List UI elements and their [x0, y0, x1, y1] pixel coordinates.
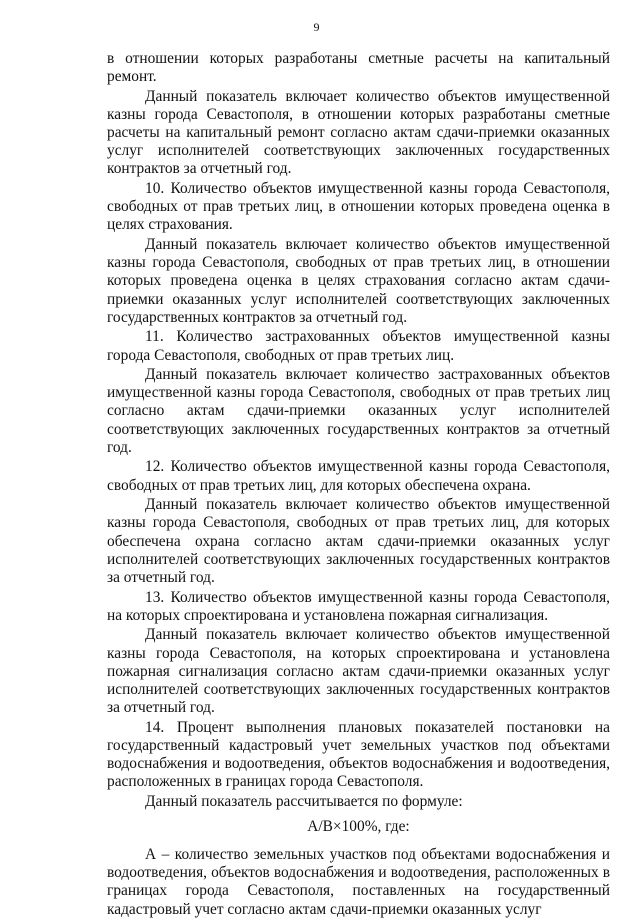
paragraph-indicator-10-description: Данный показатель включает количество объектов имущественной казны города Севастополя, свободных от прав третьих лиц, в отношении которых проведена оценка в целях страхования согласно актам сдачи-приемки оказанных услуг исполнителей соответствующих заключенных государственных контрактов за отчетный год.: [107, 236, 610, 326]
paragraph-indicator-12-title: 12. Количество объектов имущественной казны города Севастополя, свободных от прав третьих лиц, для которых обеспечена охрана.: [107, 458, 610, 494]
document-body: [107, 50, 610, 920]
paragraph-indicator-11-title: 11. Количество застрахованных объектов имущественной казны города Севастополя, свободных от прав третьих лиц.: [107, 328, 610, 364]
paragraph-indicator-13-title: 13. Количество объектов имущественной казны города Севастополя, на которых спроектирована и установлена пожарная сигнализация.: [107, 588, 610, 624]
paragraph-indicator-14-title: 14. Процент выполнения плановых показателей постановки на государственный кадастровый учет земельных участков под объектами водоснабжения и водоотведения, объектов водоснабжения и водоотведения, расположенных в границах города Севастополя.: [107, 718, 610, 791]
page-number: 9: [313, 20, 320, 34]
paragraph-indicator-10-title: 10. Количество объектов имущественной казны города Севастополя, свободных от прав третьих лиц, в отношении которых проведена оценка в целях страхования.: [107, 180, 610, 234]
paragraph-indicator-11-description: Данный показатель включает количество застрахованных объектов имущественной казны города Севастополя, свободных от прав третьих лиц согласно актам сдачи-приемки оказанных услуг исполнителей соответствующих заключенных государственных контрактов за отчетный год.: [107, 366, 610, 456]
paragraph-formula-intro: Данный показатель рассчитывается по формуле:: [145, 792, 463, 810]
paragraph-indicator-12-description: Данный показатель включает количество объектов имущественной казны города Севастополя, свободных от прав третьих лиц, для которых обеспечена охрана согласно актам сдачи-приемки оказанных услуг исполнителей соответствующих заключенных государственных контрактов за отчетный год.: [107, 496, 610, 586]
paragraph-indicator-9-description: Данный показатель включает количество объектов имущественной казны города Севастополя, в отношении которых разработаны сметные расчеты на капитальный ремонт согласно актам сдачи-приемки оказанных услуг исполнителей соответствующих заключенных государственных контрактов за отчетный год.: [107, 87, 610, 178]
paragraph-indicator-13-description: Данный показатель включает количество объектов имущественной казны города Севастополя, на которых спроектирована и установлена пожарная сигнализация согласно актам сдачи-приемки оказанных услуг исполнителей соответствующих заключенных государственных контрактов за отчетный год.: [107, 626, 610, 716]
paragraph-continuation: в отношении которых разработаны сметные расчеты на капитальный ремонт.: [107, 50, 610, 86]
formula: A/B×100%, где:: [307, 817, 410, 835]
paragraph-definition-a: А – количество земельных участков под объектами водоснабжения и водоотведения, объектов водоснабжения и водоотведения, расположенных в границах города Севастополя, поставленных на государственный кадастровый учет согласно актам сдачи-приемки оказанных услуг: [107, 846, 610, 918]
